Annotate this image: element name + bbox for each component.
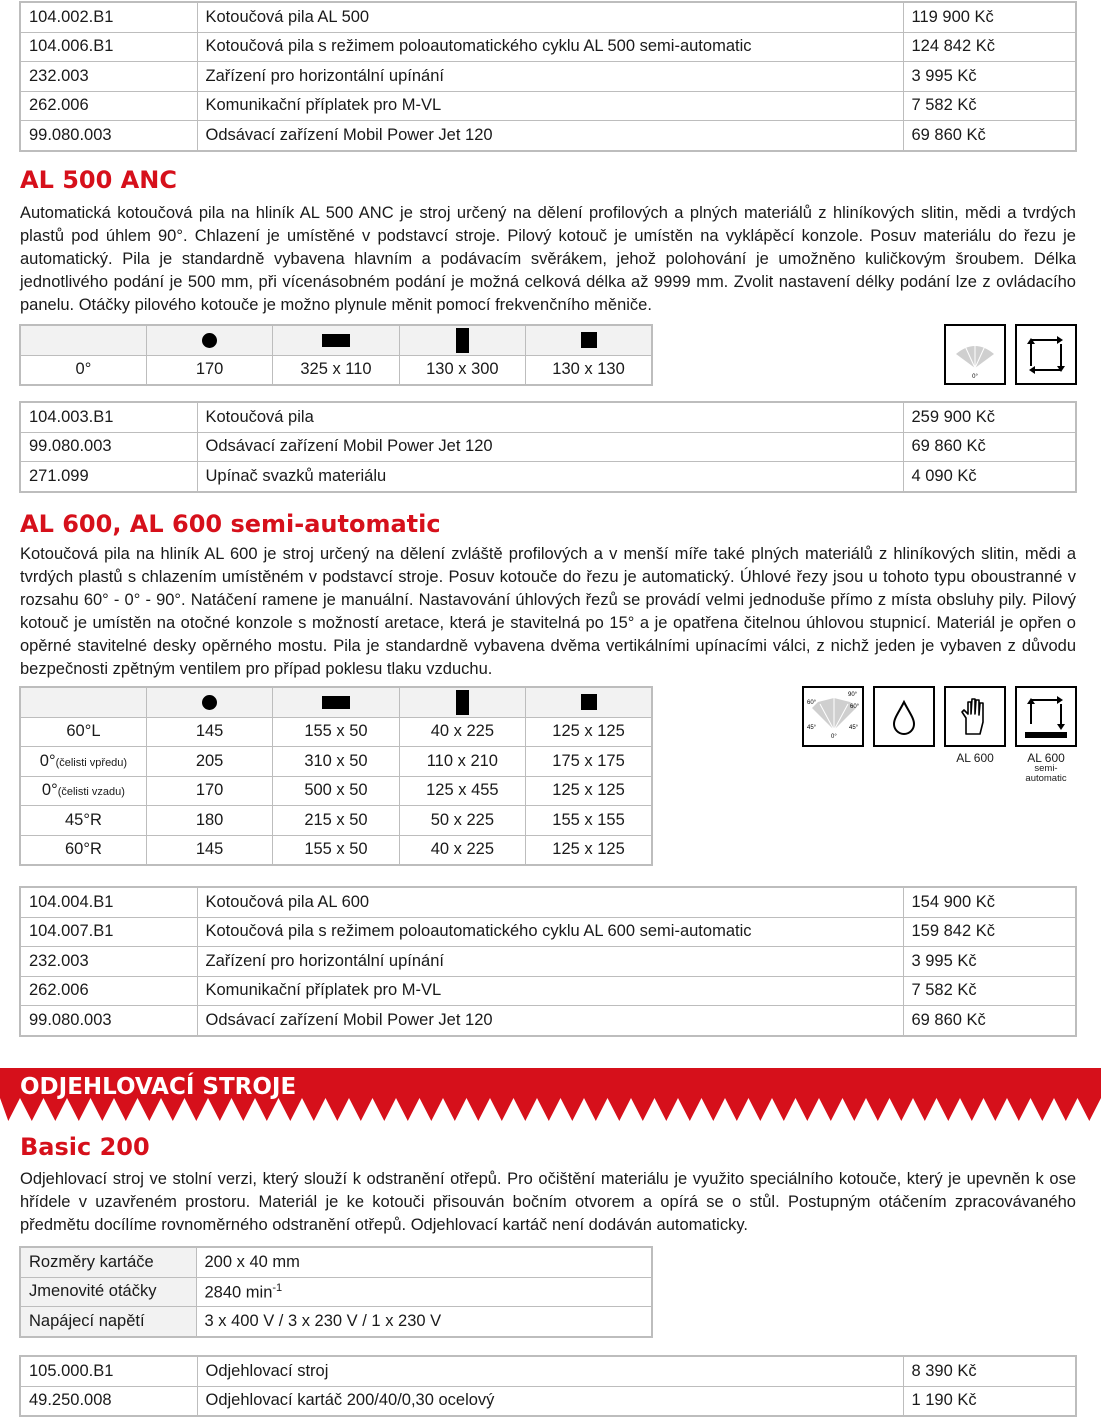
item-code: 271.099 (20, 462, 197, 492)
price-row (20, 432, 1076, 462)
round-capacity: 145 (146, 835, 272, 865)
capacity-table-al600 (19, 686, 653, 866)
angle-header (20, 687, 146, 717)
upright-capacity: 125 x 455 (399, 776, 525, 806)
spec-label: Jmenovité otáčky (20, 1277, 196, 1307)
capacity-row (20, 806, 652, 836)
item-price: 69 860 Kč (903, 121, 1076, 151)
cut-angle: 0° (41, 781, 58, 800)
cut-angle: 60°R (65, 840, 102, 859)
glove-caption: AL 600 (956, 751, 994, 765)
spec-value-cell (196, 1247, 652, 1277)
cut-angle-cell (20, 747, 146, 777)
price-row (20, 1006, 1076, 1036)
upright-capacity: 50 x 225 (399, 806, 525, 836)
cut-angle-cell (20, 835, 146, 865)
item-description: Kotoučová pila s režimem poloautomatického cyklu AL 500 semi-automatic (197, 32, 903, 62)
cut-angle: 60°L (66, 722, 101, 741)
item-price: 8 390 Kč (903, 1356, 1076, 1386)
item-description: Odsávací zařízení Mobil Power Jet 120 (197, 432, 903, 462)
item-code: 99.080.003 (20, 432, 197, 462)
round-bar-icon (202, 695, 217, 710)
spec-value-cell (196, 1307, 652, 1337)
square-capacity: 155 x 155 (526, 806, 652, 836)
item-description: Zařízení pro horizontální upínání (197, 947, 903, 977)
cut-angle: 0° (39, 751, 56, 770)
semi-auto-caption-main: AL 600 (1027, 751, 1065, 765)
round-capacity: 145 (146, 717, 272, 747)
item-code: 99.080.003 (20, 1006, 197, 1036)
banner-title: ODJEHLOVACÍ STROJE (20, 1074, 297, 1100)
item-description: Komunikační příplatek pro M-VL (197, 976, 903, 1006)
price-row (20, 2, 1076, 32)
square-capacity: 130 x 130 (526, 355, 652, 385)
spec-row (20, 1277, 652, 1307)
cut-angle-icon (944, 324, 1006, 385)
item-price: 7 582 Kč (903, 91, 1076, 121)
item-code: 262.006 (20, 91, 197, 121)
square-capacity: 125 x 125 (526, 776, 652, 806)
price-row (20, 887, 1076, 917)
flat-bar-icon (322, 696, 350, 709)
semi-auto-caption-sub: semi-automatic (1025, 763, 1067, 784)
upright-capacity: 40 x 225 (399, 835, 525, 865)
angle-0-label: 0° (831, 734, 837, 740)
item-description: Kotoučová pila AL 500 (197, 2, 903, 32)
price-row (20, 91, 1076, 121)
upright-bar-icon (456, 328, 469, 353)
price-row (20, 917, 1076, 947)
spec-unit-exponent: -1 (272, 1281, 283, 1294)
round-bar-icon (202, 333, 217, 348)
item-code: 49.250.008 (20, 1386, 197, 1416)
item-code: 104.004.B1 (20, 887, 197, 917)
flat-capacity: 155 x 50 (273, 717, 399, 747)
item-price: 119 900 Kč (903, 2, 1076, 32)
item-description: Odsávací zařízení Mobil Power Jet 120 (197, 1006, 903, 1036)
angle-45l-label: 45° (807, 725, 817, 731)
cut-angle-label: 0° (972, 374, 978, 380)
cut-angle: 45°R (65, 810, 102, 829)
item-price: 1 190 Kč (903, 1386, 1076, 1416)
capacity-row (20, 717, 652, 747)
angle-60l-label: 60° (807, 700, 817, 706)
capacity-row (20, 355, 652, 385)
item-description: Zařízení pro horizontální upínání (197, 62, 903, 92)
angle-range-icon (802, 686, 864, 747)
capacity-row (20, 835, 652, 865)
item-code: 262.006 (20, 976, 197, 1006)
capacity-row (20, 776, 652, 806)
spec-row (20, 1247, 652, 1277)
item-price: 7 582 Kč (903, 976, 1076, 1006)
item-description: Odjehlovací stroj (197, 1356, 903, 1386)
coolant-drop-icon (873, 686, 935, 747)
cut-angle-cell (20, 717, 146, 747)
item-code: 104.002.B1 (20, 2, 197, 32)
price-table-basic200 (19, 1355, 1077, 1417)
angle-45r-label: 45° (849, 725, 859, 731)
price-row (20, 947, 1076, 977)
item-code: 104.006.B1 (20, 32, 197, 62)
spec-row (20, 1307, 652, 1337)
angle-60r-label: 60° (850, 704, 860, 710)
capacity-row (20, 747, 652, 777)
price-row (20, 402, 1076, 432)
square-bar-icon (581, 332, 597, 348)
price-row (20, 62, 1076, 92)
item-code: 104.003.B1 (20, 402, 197, 432)
item-description: Odsávací zařízení Mobil Power Jet 120 (197, 121, 903, 151)
item-code: 232.003 (20, 947, 197, 977)
section-title-al500anc: AL 500 ANC (20, 166, 177, 194)
description-al600: Kotoučová pila na hliník AL 600 je stroj určený na dělení zvláště profilových a v menší míře také plných materiálů z hliníkových slitin, mědi a tvrdých plastů s chlazením umístěném v podstavcí stroje. Posuv kotouče do řezu je automatický. Úhlové řezy jsou u tohoto typu oboustranné v rozsahu 60° - 0° - 90°. Natáčení ramene je manuální. Nastavování úhlových řezů se provádí velmi jednoduše přímo z místa obsluhy pily. Pilový kotouč je umístěn na otočné konzole s možností aretace, která je stavitelná po 15° a je opatřena čitelnou úhlovou stupnicí. Materiál je opřen o opěrné stavitelné desky opěrného mostu. Pila je standardně vybavena dvěma vertikálními upínacími válci, z nichž jeden je vybaven z důvodu bezpečnosti zpětným ventilem pro případ poklesu tlaku vzduchu. (20, 545, 1076, 678)
spec-label: Napájecí napětí (20, 1307, 196, 1337)
price-row (20, 1356, 1076, 1386)
item-description: Komunikační příplatek pro M-VL (197, 91, 903, 121)
cut-angle-cell (20, 776, 146, 806)
cut-angle: 0° (75, 360, 92, 379)
item-price: 159 842 Kč (903, 917, 1076, 947)
price-table-al600 (19, 886, 1077, 1037)
item-description: Kotoučová pila s režimem poloautomatického cyklu AL 600 semi-automatic (197, 917, 903, 947)
item-price: 69 860 Kč (903, 1006, 1076, 1036)
item-price: 69 860 Kč (903, 432, 1076, 462)
round-capacity: 170 (146, 355, 272, 385)
jaw-position-note: (čelisti vpředu) (55, 756, 128, 769)
price-table-al500anc (19, 401, 1077, 493)
flat-capacity: 310 x 50 (273, 747, 399, 777)
round-capacity: 180 (146, 806, 272, 836)
spec-table-basic200 (19, 1246, 653, 1338)
capacity-header-row (20, 325, 652, 355)
flat-capacity: 155 x 50 (273, 835, 399, 865)
section-title-al600: AL 600, AL 600 semi-automatic (20, 510, 441, 538)
description-basic200: Odjehlovací stroj ve stolní verzi, který slouží k odstranění otřepů. Pro očištění materiálu je využito speciálního kotouče, který je upevněn k ose hřídele v uzavřeném prostoru. Materiál je ke kotouči přisouván bočním otvorem a opírá se o stůl. Postupným otáčením zpracovávaného předmětu docílíme rovnoměrného odstranění otřepů. Odjehlovací kartáč není dodáván automaticky. (20, 1170, 1076, 1234)
price-table-al500 (19, 1, 1077, 152)
item-description: Kotoučová pila (197, 402, 903, 432)
upright-capacity: 40 x 225 (399, 717, 525, 747)
upright-capacity: 130 x 300 (399, 355, 525, 385)
square-capacity: 125 x 125 (526, 835, 652, 865)
item-price: 259 900 Kč (903, 402, 1076, 432)
flat-capacity: 325 x 110 (273, 355, 399, 385)
capacity-header-row (20, 687, 652, 717)
auto-cycle-icon (1015, 324, 1077, 385)
capacity-table-al500anc (19, 324, 653, 386)
item-code: 99.080.003 (20, 121, 197, 151)
price-row (20, 976, 1076, 1006)
spec-value: 200 x 40 mm (204, 1252, 300, 1271)
section-title-basic200: Basic 200 (20, 1133, 150, 1161)
angle-90-label: 90° (848, 692, 858, 698)
round-capacity: 205 (146, 747, 272, 777)
item-code: 232.003 (20, 62, 197, 92)
upright-bar-icon (456, 690, 469, 715)
spec-value: 3 x 400 V / 3 x 230 V / 1 x 230 V (204, 1311, 442, 1330)
upright-capacity: 110 x 210 (399, 747, 525, 777)
item-code: 105.000.B1 (20, 1356, 197, 1386)
jaw-position-note: (čelisti vzadu) (57, 786, 125, 799)
item-description: Upínač svazků materiálu (197, 462, 903, 492)
item-price: 4 090 Kč (903, 462, 1076, 492)
item-price: 154 900 Kč (903, 887, 1076, 917)
spec-value-cell (196, 1277, 652, 1307)
semi-auto-cycle-icon (1015, 686, 1077, 747)
item-description: Kotoučová pila AL 600 (197, 887, 903, 917)
clamp-glove-icon (944, 686, 1006, 747)
square-capacity: 125 x 125 (526, 717, 652, 747)
price-row (20, 121, 1076, 151)
semi-auto-caption (1015, 752, 1077, 784)
item-code: 104.007.B1 (20, 917, 197, 947)
spec-label: Rozměry kartáče (20, 1247, 196, 1277)
square-capacity: 175 x 175 (526, 747, 652, 777)
item-price: 124 842 Kč (903, 32, 1076, 62)
flat-capacity: 500 x 50 (273, 776, 399, 806)
item-description: Odjehlovací kartáč 200/40/0,30 ocelový (197, 1386, 903, 1416)
description-al500anc: Automatická kotoučová pila na hliník AL 500 ANC je stroj určený na dělení profilových a plných materiálů z hliníkových slitin, mědi a tvrdých plastů pod úhlem 90°. Chlazení je umístěné v podstavcí stroje. Pilový kotouč je umístěn na vyklápěcí konzole. Posuv materiálu do řezu je automatický. Pila je standardně vybavena hlavním a podávacím svěrákem, jehož polohování je umožněno kuličkovým šroubem. Délka jednotlivého podání je 500 mm, při vícenásobném podání je možná celková délka až 9999 mm. Zvolit nastavení délky podání lze z ovládacího panelu. Otáčky pilového kotouče je možno plynule měnit pomocí frekvenčního měniče. (20, 204, 1076, 314)
round-capacity: 170 (146, 776, 272, 806)
flat-bar-icon (322, 334, 350, 347)
angle-header (20, 325, 146, 355)
price-row (20, 462, 1076, 492)
cut-angle-cell (20, 806, 146, 836)
flat-capacity: 215 x 50 (273, 806, 399, 836)
square-bar-icon (581, 694, 597, 710)
spec-value: 2840 min (204, 1283, 273, 1301)
item-price: 3 995 Kč (903, 62, 1076, 92)
item-price: 3 995 Kč (903, 947, 1076, 977)
price-row (20, 1386, 1076, 1416)
price-row (20, 32, 1076, 62)
cut-angle-cell (20, 355, 146, 385)
